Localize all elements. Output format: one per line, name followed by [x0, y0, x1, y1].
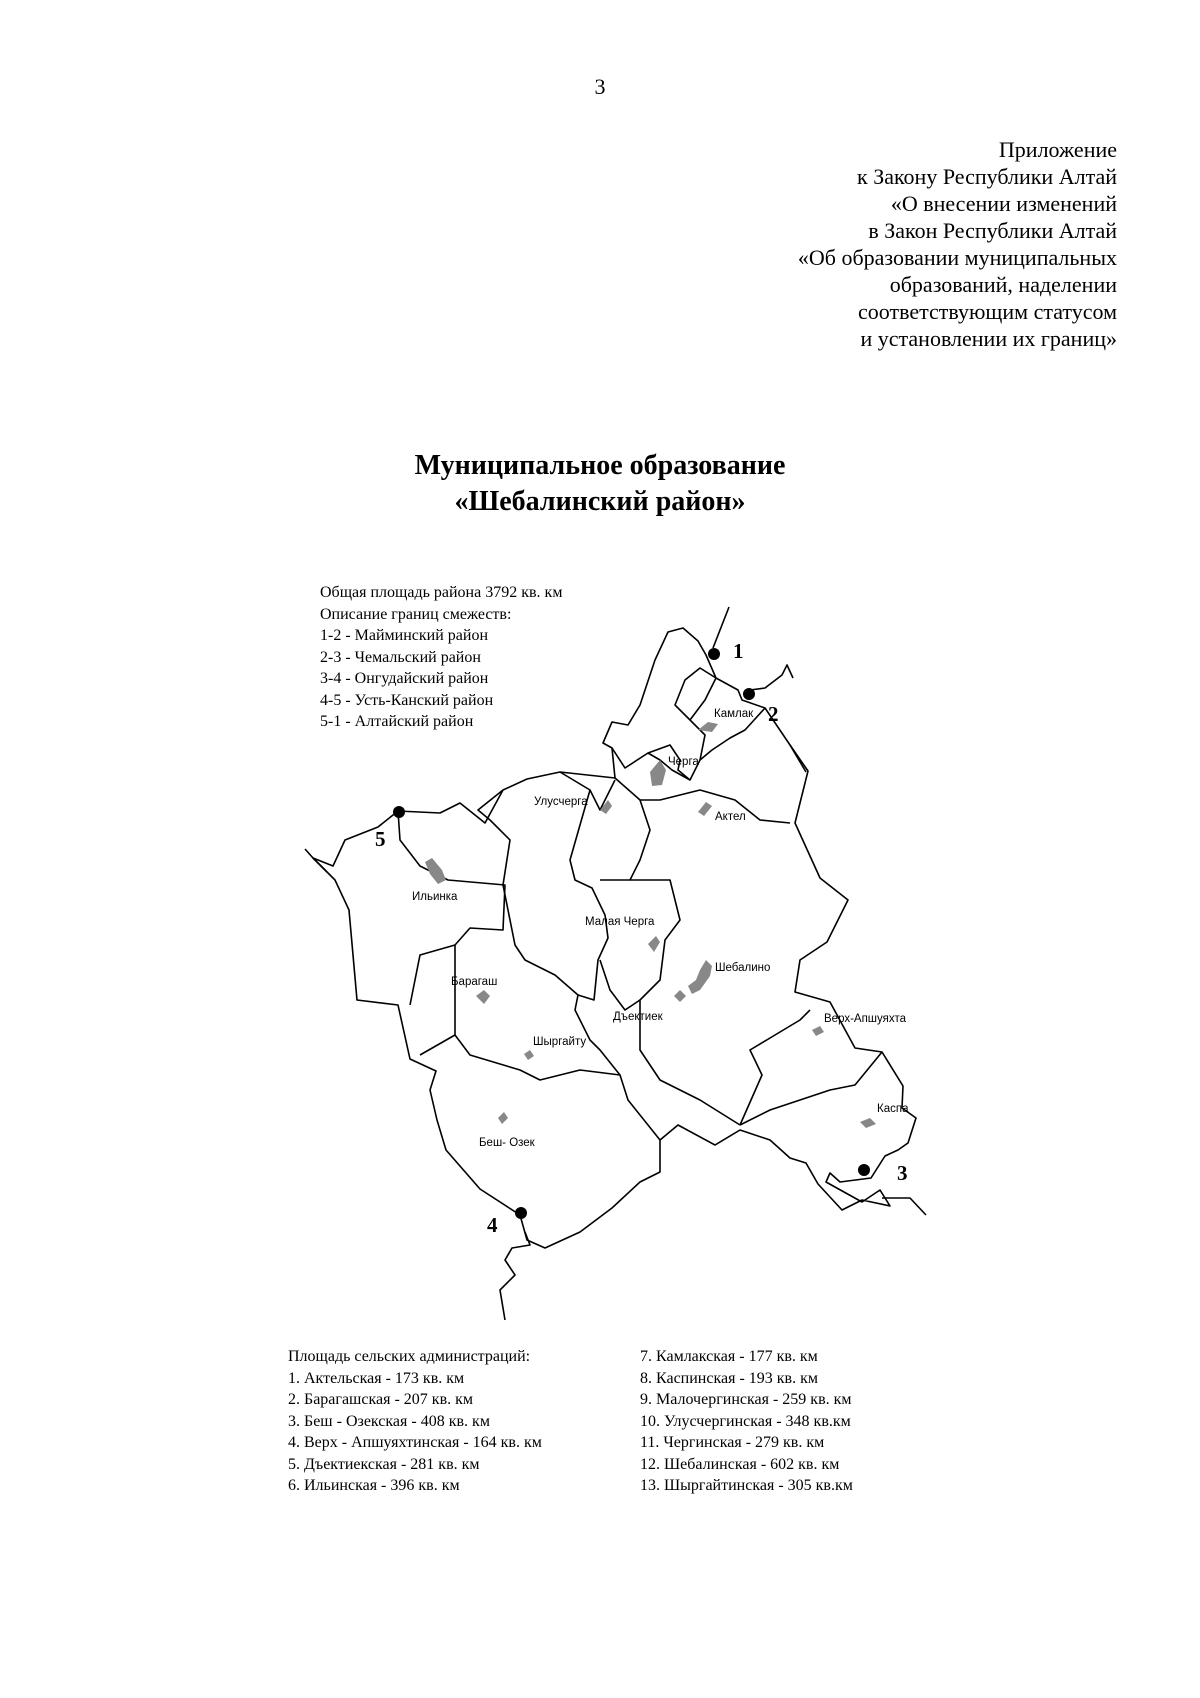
annex-line: и установлении их границ»	[860, 326, 1117, 351]
annex-line: образований, наделении	[889, 272, 1117, 297]
area-item: 12. Шебалинская - 602 кв. км	[640, 1455, 840, 1473]
settlement-dyektiek	[674, 990, 686, 1002]
total-area: Общая площадь района 3792 кв. км	[320, 584, 563, 601]
point-label-4: 4	[487, 1213, 498, 1237]
place-cherga: Черга	[668, 756, 699, 768]
annex-line: к Закону Республики Алтай	[857, 164, 1117, 189]
border-item: 4-5 - Усть-Канский район	[320, 691, 494, 709]
place-shyrgaytu: Шыргайту	[533, 1036, 587, 1048]
border-item: 2-3 - Чемальский район	[320, 648, 481, 666]
settlement-besh-ozek	[498, 1112, 508, 1124]
point-label-1: 1	[733, 639, 744, 663]
map-legend	[320, 582, 562, 733]
place-aktel: Актел	[715, 811, 746, 823]
areas-list-column-2	[640, 1346, 853, 1497]
annex-line: «Об образовании муниципальных	[797, 245, 1117, 270]
areas-header: Площадь сельских администраций:	[288, 1348, 531, 1365]
border-item: 5-1 - Алтайский район	[320, 713, 474, 730]
area-item: 3. Беш - Озекская - 408 кв. км	[288, 1412, 490, 1430]
annex-line: соответствующим статусом	[857, 299, 1117, 324]
internal-border	[690, 678, 716, 760]
point-label-5: 5	[375, 827, 386, 851]
place-uluscherga: Улусчерга	[534, 796, 588, 808]
settlement-malaya-cherga	[648, 936, 660, 952]
place-baragash: Барагаш	[451, 976, 498, 988]
area-item: 4. Верх - Апшуяхтинская - 164 кв. км	[288, 1434, 542, 1451]
settlement-verkh-apshuyakhta	[812, 1026, 824, 1036]
place-ilinka: Ильинка	[412, 891, 458, 903]
area-item: 7. Камлакская - 177 кв. км	[640, 1348, 818, 1365]
internal-border	[740, 1052, 882, 1125]
place-shebalino: Шебалино	[715, 962, 771, 974]
border-tail	[713, 607, 729, 648]
border-item: 3-4 - Онгудайский район	[320, 670, 489, 687]
place-dyektiek: Дъектиек	[613, 1011, 663, 1023]
boundary-point-3	[858, 1164, 870, 1176]
border-tail	[790, 745, 806, 772]
border-tail	[500, 1232, 530, 1320]
place-verkh-apshuyakhta: Верх-Апшуяхта	[824, 1013, 907, 1025]
settlement-shebalino	[688, 960, 712, 994]
area-item: 11. Чергинская - 279 кв. км	[640, 1434, 825, 1451]
border-item: 1-2 - Майминский район	[320, 627, 489, 644]
settlement-shyrgaytu	[524, 1050, 534, 1060]
area-item: 1. Актельская - 173 кв. км	[288, 1369, 465, 1387]
title-line-2: «Шебалинский район»	[454, 486, 746, 517]
place-malaya-cherga: Малая Черга	[585, 916, 655, 928]
area-item: 10. Улусчергинская - 348 кв.км	[640, 1412, 851, 1430]
point-label-3: 3	[897, 1161, 908, 1185]
internal-border	[420, 945, 455, 1055]
annex-line: «О внесении изменений	[890, 191, 1117, 216]
area-item: 5. Дъектиекская - 281 кв. км	[288, 1455, 480, 1473]
area-item: 13. Шыргайтинская - 305 кв.км	[640, 1477, 853, 1494]
settlement-baragash	[476, 990, 490, 1004]
areas-list-column-1	[288, 1346, 542, 1497]
area-item: 8. Каспинская - 193 кв. км	[640, 1369, 818, 1387]
title-line-1: Муниципальное образование	[414, 450, 786, 481]
annex-line: в Закон Республики Алтай	[868, 218, 1117, 243]
area-item: 6. Ильинская - 396 кв. км	[288, 1477, 460, 1494]
settlement-ilinka	[425, 858, 446, 884]
page-number: 3	[594, 74, 606, 99]
boundary-point-5	[393, 806, 405, 818]
internal-border	[478, 790, 510, 885]
place-besh-ozek: Беш- Озек	[479, 1137, 535, 1149]
borders-header: Описание границ смежеств:	[320, 605, 512, 623]
settlement-kaspa	[860, 1118, 876, 1128]
boundary-point-1	[708, 648, 720, 660]
area-item: 2. Барагашская - 207 кв. км	[288, 1391, 474, 1408]
boundary-point-2	[743, 688, 755, 700]
boundary-point-4	[515, 1207, 527, 1219]
point-label-2: 2	[768, 702, 779, 726]
internal-border	[600, 960, 640, 1010]
settlement-aktel	[698, 802, 712, 816]
place-kaspa: Каспа	[877, 1103, 909, 1115]
border-tail	[305, 849, 327, 872]
place-kamlak: Камлак	[714, 708, 754, 720]
area-item: 9. Малочергинская - 259 кв. км	[640, 1391, 852, 1408]
annex-line: Приложение	[998, 137, 1117, 162]
